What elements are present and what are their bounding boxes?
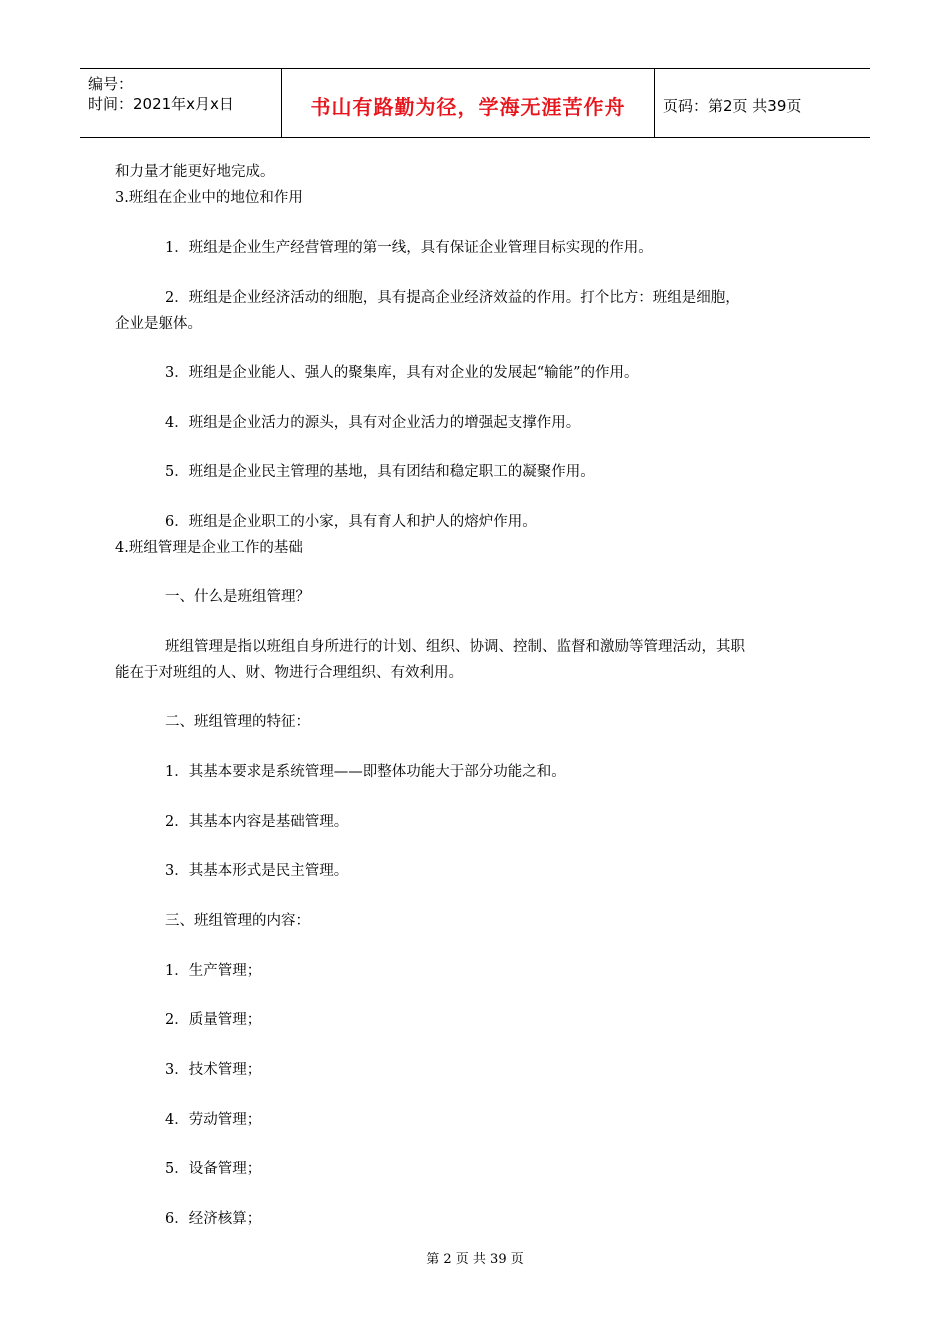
subheading: 二、班组管理的特征： [165,714,310,730]
list-item: 1．生产管理； [165,963,262,979]
list-item: 6．班组是企业职工的小家，具有育人和护人的熔炉作用。 [165,514,537,530]
list-item: 4．劳动管理； [165,1112,262,1128]
section-4-title: 4.班组管理是企业工作的基础 [115,540,303,556]
page-code: 页码：第2页 共39页 [663,97,802,115]
header-page-cell [655,69,870,137]
page-footer: 第 2 页 共 39 页 [426,1252,524,1267]
list-item: 2．质量管理； [165,1012,262,1028]
list-item: 2．其基本内容是基础管理。 [165,814,349,830]
section-3-title: 3.班组在企业中的地位和作用 [115,190,303,206]
list-item: 1．其基本要求是系统管理——即整体功能大于部分功能之和。 [165,764,566,780]
header-info-cell [80,69,282,137]
subheading: 一、什么是班组管理？ [165,589,310,605]
time-label: 时间：2021年x月x日 [88,95,234,113]
continued-text: 和力量才能更好地完成。 [115,164,275,180]
definition-text-continued: 能在于对班组的人、财、物进行合理组织、有效利用。 [115,665,463,681]
list-item: 3．其基本形式是民主管理。 [165,863,349,879]
header-motto-cell [282,69,655,137]
list-item: 4．班组是企业活力的源头，具有对企业活力的增强起支撑作用。 [165,415,581,431]
list-item: 5．班组是企业民主管理的基地，具有团结和稳定职工的凝聚作用。 [165,464,595,480]
list-item: 3．班组是企业能人、强人的聚集库，具有对企业的发展起“输能”的作用。 [165,365,639,381]
number-label: 编号： [88,75,134,93]
subheading: 三、班组管理的内容： [165,913,310,929]
definition-text: 班组管理是指以班组自身所进行的计划、组织、协调、控制、监督和激励等管理活动，其职 [165,639,745,655]
list-item: 3．技术管理； [165,1062,262,1078]
list-item: 1．班组是企业生产经营管理的第一线，具有保证企业管理目标实现的作用。 [165,240,653,256]
list-item: 6．经济核算； [165,1211,262,1227]
list-item: 2．班组是企业经济活动的细胞，具有提高企业经济效益的作用。打个比方：班组是细胞， [165,290,740,306]
page-header [80,68,870,138]
list-item: 5．设备管理； [165,1161,262,1177]
list-item-continued: 企业是躯体。 [115,316,202,332]
motto: 书山有路勤为径，学海无涯苦作舟 [310,95,626,119]
